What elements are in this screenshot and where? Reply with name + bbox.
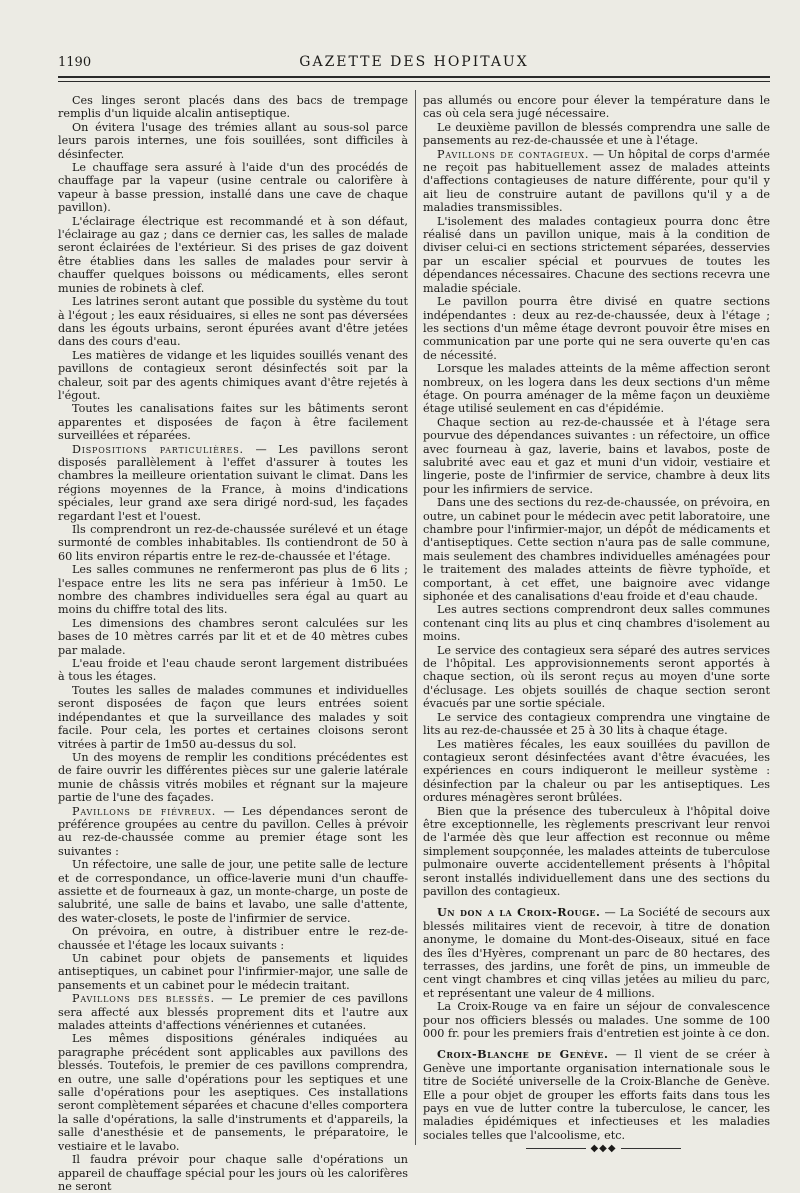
paragraph [423, 215, 770, 295]
paragraph [58, 858, 408, 925]
paragraph-text: — Les dépendances seront de préférence groupées au centre du pavillon. Celles à prévoir au rez-de-chaussée comme au premier étage sont les suivantes : [58, 804, 408, 858]
paragraph [58, 992, 408, 1032]
paragraph-text: L'eau froide et l'eau chaude seront largement distribuées à tous les étages. [58, 657, 408, 684]
paragraph-text: Lorsque les malades atteints de la même affection seront nombreux, on les logera dans les deux sections d'un même étage. On pourra aménager de la même façon un deuxième étage utilisé seulement en cas d'épidémie. [423, 362, 770, 416]
paragraph-text: On évitera l'usage des trémies allant au sous-sol parce leurs parois internes, une fois souillées, sont difficiles à désinfecter. [58, 120, 408, 161]
paragraph [58, 443, 408, 523]
header-rule-thin [58, 81, 770, 82]
paragraph-text: Le chauffage sera assuré à l'aide d'un des procédés de chauffage par la vapeur (usine centrale ou calorifère à vapeur à basse pression, installé dans une cave de chaque pavillon). [58, 161, 408, 215]
paragraph [58, 617, 408, 657]
paragraph [58, 349, 408, 403]
paragraph [58, 215, 408, 295]
paragraph [423, 738, 770, 805]
paragraph-text: Les autres sections comprendront deux salles communes contenant cinq lits au plus et cinq chambres d'isolement au moins. [423, 603, 770, 644]
section-heading: Pavillons de contagieux. [437, 147, 590, 161]
paragraph [58, 94, 408, 121]
paragraph-text: Les matières fécales, les eaux souillées du pavillon de contagieux seront désinfectées avant d'être évacuées, les expériences en cours indiqueront le meilleur système : désinfection par la chaleur ou par les antiseptiques. Les ordures ménagères seront brûlées. [423, 737, 770, 805]
paragraph [58, 684, 408, 751]
paragraph [58, 805, 408, 859]
end-ornament [423, 1142, 770, 1155]
paragraph-text: Les mêmes dispositions générales indiquées au paragraphe précédent sont applicables aux pavillons des blessés. Toutefois, le premier de ces pavillons comprendra, en outre, une salle d'opérations pour les septiques et une salle d'opérations pour les aseptiques. Ces installations seront complètement séparées et chacune d'elles comportera la salle d'opérations, la salle d'instruments et d'appareils, la salle d'anesthésie et de pansements, le préparatoire, le vestiaire et le lavabo. [58, 1032, 408, 1153]
paragraph [58, 295, 408, 349]
paragraph-text: Le service des contagieux sera séparé des autres services de l'hôpital. Les approvisionnements seront apportés à chaque section, où ils seront reçus au moyen d'une sorte d'éclusage. Les objets souillés de chaque section seront évacués par une sortie spéciale. [423, 643, 770, 711]
paragraph-text: Ces linges seront placés dans des bacs de trempage remplis d'un liquide alcalin antiseptique. [58, 94, 408, 121]
paragraph-text: Le pavillon pourra être divisé en quatre sections indépendantes : deux au rez-de-chaussée, deux à l'étage ; les sections d'un même étage devront pouvoir être mises en communication par une porte qui ne sera ouverte qu'en cas de nécessité. [423, 295, 770, 362]
paragraph-text: L'isolement des malades contagieux pourra donc être réalisé dans un pavillon unique, mais à la condition de diviser celui-ci en sections strictement séparées, desservies par un escalier spécial et pourvues de toutes les dépendances nécessaires. Chacune des sections recevra une maladie spéciale. [423, 214, 770, 295]
page-number: 1190 [58, 55, 92, 70]
paragraph-text: — Il vient de se créer à Genève une importante organisation internationale sous le titre de Société universelle de la Croix-Blanche de Genève. Elle a pour objet de grouper les efforts faits dans tous les pays en vue de lutter contre la tuberculose, le cancer, les maladies épidémiques et infectieuses et les maladies sociales telles que l'alcoolisme, etc. [423, 1048, 770, 1142]
paragraph [423, 295, 770, 362]
paragraph [58, 161, 408, 215]
section-heading: Un don a la Croix-Rouge. [437, 905, 601, 920]
paragraph-text: Les latrines seront autant que possible du système du tout à l'égout ; les eaux résiduaires, si elles ne sont pas déversées dans les égouts urbains, seront épurées avant d'être jetées dans des cours d'eau. [58, 295, 408, 349]
paragraph [58, 751, 408, 805]
paragraph [423, 644, 770, 711]
paragraph-text: Les matières de vidange et les liquides souillés venant des pavillons de contagieux seront désinfectés soit par la chaleur, soit par des agents chimiques avant d'être rejetés à l'égout. [58, 348, 408, 402]
ornament-line [621, 1148, 681, 1149]
paragraph [58, 952, 408, 992]
paragraph [423, 1048, 770, 1142]
paragraph [58, 121, 408, 161]
paragraph-text: Le service des contagieux comprendra une vingtaine de lits au rez-de-chaussée et 25 à 30 lits à chaque étage. [423, 710, 770, 738]
paragraph [423, 94, 770, 121]
ornament-mark: ◆◆◆ [586, 1143, 621, 1155]
paragraph-text: L'éclairage électrique est recommandé et à son défaut, l'éclairage au gaz ; dans ce dernier cas, les salles de malade seront éclairées de l'extérieur. Si des prises de gaz doivent être établies dans les salles de malades pour servir à chauffer quelques boissons ou médicaments, elles seront munies de robinets à clef. [58, 214, 408, 295]
paragraph-text: Le deuxième pavillon de blessés comprendra une salle de pansements au rez-de-chaussée et une à l'étage. [423, 120, 770, 148]
paragraph-text: Un réfectoire, une salle de jour, une petite salle de lecture et de correspondance, un office-laverie muni d'un chauffe-assiette et de fourneaux à gaz, un monte-charge, un poste de salubrité, une salle de bains et lavabo, une salle d'attente, des water-closets, le poste de l'infirmier de service. [58, 858, 408, 925]
paragraph [423, 805, 770, 899]
left-column [58, 94, 409, 1193]
paragraph [58, 925, 408, 952]
paragraph-text: Un cabinet pour objets de pansements et liquides antiseptiques, un cabinet pour l'infirmier-major, une salle de pansements et un cabinet pour le médecin traitant. [58, 952, 408, 992]
ornament-line [526, 1148, 586, 1149]
paragraph-text: — Le premier de ces pavillons sera affecté aux blessés proprement dits et l'autre aux malades atteints d'affections vénériennes et cutanées. [58, 992, 409, 1033]
paragraph [423, 362, 770, 416]
paragraph-text: — Les pavillons seront disposés parallèlement à l'effet d'assurer à toutes les chambres la meilleure orientation suivant le climat. Dans les régions moyennes de la France, à moins d'indications spéciales, leur grand axe sera dirigé nord-sud, les façades regardant l'est et l'ouest. [58, 442, 408, 523]
paragraph [423, 906, 770, 1000]
paragraph [58, 1153, 408, 1193]
paragraph [423, 603, 770, 643]
paragraph-text: Ils comprendront un rez-de-chaussée surélevé et un étage surmonté de combles inhabitables. Ils contiendront de 50 à 60 lits environ répartis entre le rez-de-chaussée et l'étage. [58, 523, 408, 563]
paragraph-text: Bien que la présence des tuberculeux à l'hôpital doive être exceptionnelle, les règlements prescrivant leur renvoi de l'armée dès que leur affection est reconnue ou même simplement soupçonnée, les malades atteints de tuberculose pulmonaire ouverte accidentellement présents à l'hôpital seront installés individuellement dans une des sections du pavillon des contagieux. [423, 804, 770, 898]
paragraph [423, 416, 770, 496]
paragraph-text: Toutes les salles de malades communes et individuelles seront disposées de façon que leurs entrées soient indépendantes et que la surveillance des malades y soit facile. Pour cela, les portes et certaines cloisons seront vitrées à partir de 1m50 au-dessus du sol. [58, 683, 408, 751]
paragraph [423, 496, 770, 603]
right-column [423, 94, 770, 1174]
section-heading: Dispositions particulières. [72, 442, 244, 456]
paragraph [423, 1000, 770, 1040]
paragraph [58, 402, 408, 442]
paragraph [58, 563, 408, 617]
section-heading: Croix-Blanche de Genève. [437, 1047, 609, 1062]
column-divider [415, 90, 416, 1145]
paragraph-text: Chaque section au rez-de-chaussée et à l'étage sera pourvue des dépendances suivantes : un réfectoire, un office avec fourneau à gaz, laverie, bains et lavabos, poste de salubrité avec eau et gaz et muni d'un vidoir, vestiaire et lingerie, poste de l'infirmier de service, chambre à deux lits pour les infirmiers de service. [423, 415, 770, 496]
paragraph [58, 657, 408, 684]
paragraph [423, 121, 770, 148]
paragraph [58, 523, 408, 563]
paragraph [423, 148, 770, 215]
paragraph [423, 711, 770, 738]
paragraph-text: Les salles communes ne renfermeront pas plus de 6 lits ; l'espace entre les lits ne sera pas inférieur à 1m50. Le nombre des chambres individuelles sera égal au quart au moins du chiffre total des lits. [58, 563, 408, 617]
paragraph-text: Toutes les canalisations faites sur les bâtiments seront apparentes et disposées de façon à être facilement surveillées et réparées. [58, 402, 408, 443]
paragraph-text: — La Société de secours aux blessés militaires vient de recevoir, à titre de donation anonyme, le domaine du Mont-des-Oiseaux, situé en face des îles d'Hyères, comprenant un parc de 80 hectares, des terrasses, des jardins, une forêt de pins, un immeuble de cent vingt chambres et cinq villas jetées au milieu du parc, et représentant une valeur de 4 millions. [423, 906, 770, 1000]
section-heading: Pavillons de fiévreux. [72, 804, 217, 818]
section-heading: Pavillons des blessés. [72, 992, 215, 1006]
paragraph-text: On prévoira, en outre, à distribuer entre le rez-de-chaussée et l'étage les locaux suivants : [58, 925, 408, 952]
header-rule-thick [58, 76, 770, 78]
paragraph-text: Les dimensions des chambres seront calculées sur les bases de 10 mètres carrés par lit et et de 40 mètres cubes par malade. [58, 616, 408, 657]
paragraph-text: La Croix-Rouge va en faire un séjour de convalescence pour nos officiers blessés ou malades. Une somme de 100 000 fr. pour les premiers frais d'entretien est jointe à ce don. [423, 1000, 770, 1041]
paragraph [58, 1032, 408, 1153]
paragraph-text: Un des moyens de remplir les conditions précédentes est de faire ouvrir les différentes pièces sur une galerie latérale munie de châssis vitrés mobiles et régnant sur la majeure partie de l'une des façades. [58, 750, 408, 805]
paragraph-text: — Un hôpital de corps d'armée ne reçoit pas habituellement assez de malades atteints d'affections contagieuses de nature différente, pour qu'il y ait lieu de construire autant de pavillons qu'il y a de maladies transmissibles. [423, 147, 770, 215]
journal-title: GAZETTE DES HOPITAUX [299, 54, 529, 70]
paragraph-text: Dans une des sections du rez-de-chaussée, on prévoira, en outre, un cabinet pour le médecin avec petit laboratoire, une chambre pour l'infirmier-major, un dépôt de médicaments et d'antiseptiques. Cette section n'aura pas de salle commune, mais seulement des chambres individuelles aménagées pour le traitement des malades atteints de fièvre typhoïde, et comportant, à cet effet, une baignoire avec vidange siphonée et des canalisations d'eau froide et d'eau chaude. [423, 496, 770, 604]
paragraph-text: Il faudra prévoir pour chaque salle d'opérations un appareil de chauffage spécial pour les jours où les calorifères ne seront [58, 1153, 408, 1193]
page-header [58, 52, 770, 72]
paragraph-text: pas allumés ou encore pour élever la température dans le cas où cela sera jugé nécessaire. [423, 94, 770, 121]
